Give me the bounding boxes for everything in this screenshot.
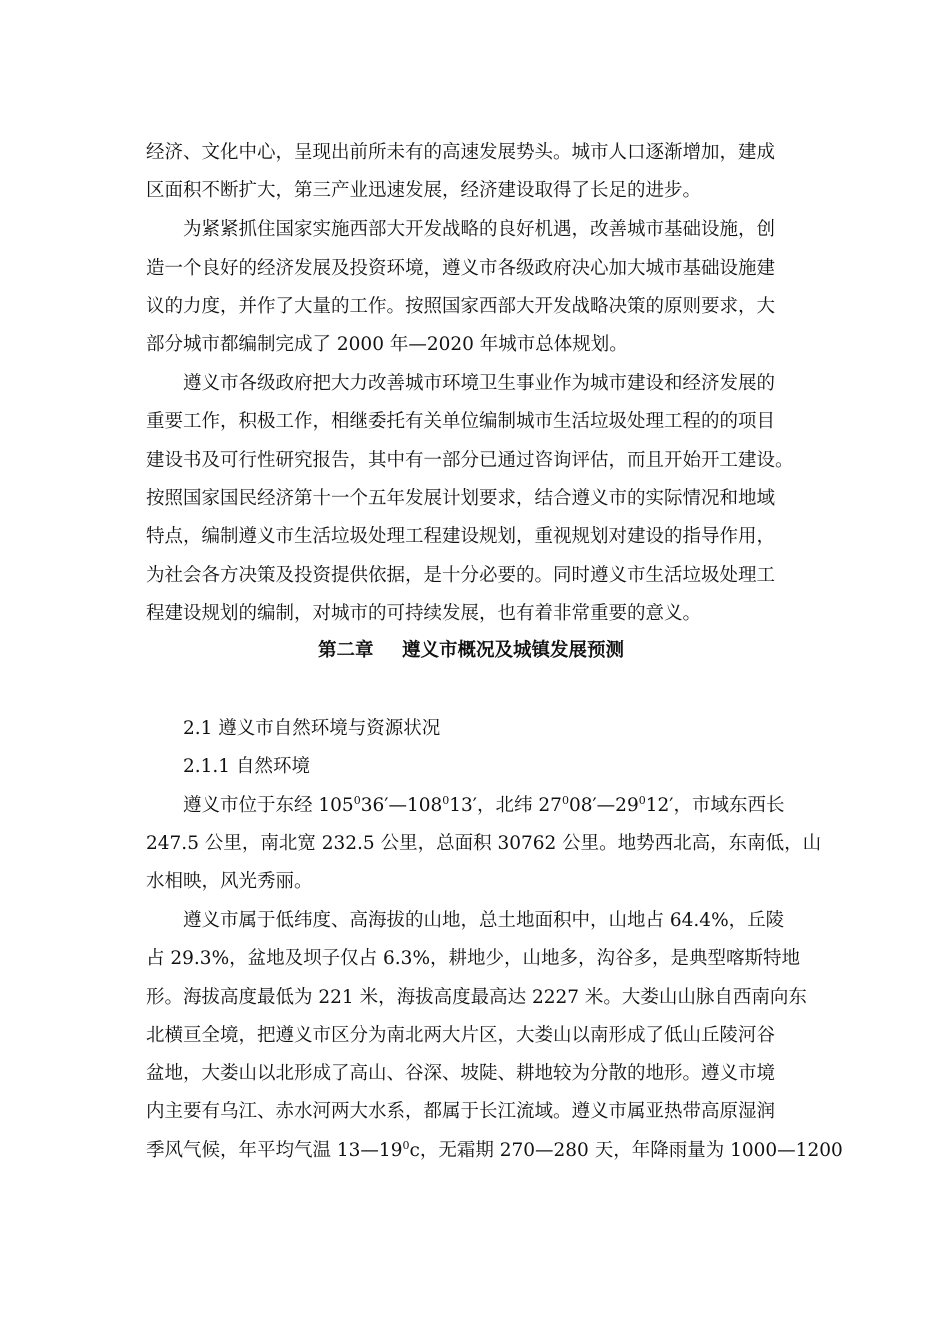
paragraph-line (0, 561, 950, 591)
text-run: 12′，市域东西长 (645, 795, 785, 816)
text-line: 盆地，大娄山以北形成了高山、谷深、坡陡、耕地较为分散的地形。遵义市境 (146, 1063, 776, 1084)
text-line: 水相映，风光秀丽。 (146, 871, 313, 892)
text-line: 议的力度，并作了大量的工作。按照国家西部大开发战略决策的原则要求，大 (146, 296, 776, 317)
text-line: 经济、文化中心，呈现出前所未有的高速发展势头。城市人口逐渐增加，建成 (146, 142, 776, 163)
paragraph-line (0, 522, 950, 552)
chapter-heading (0, 636, 950, 666)
text-line: 为紧紧抓住国家实施西部大开发战略的良好机遇，改善城市基础设施，创 (183, 219, 776, 240)
paragraph-line (0, 867, 950, 897)
text-run: 36′—108 (360, 795, 443, 816)
paragraph-line (0, 829, 950, 859)
paragraph-line (0, 1136, 950, 1166)
text-line: 区面积不断扩大，第三产业迅速发展，经济建设取得了长足的进步。 (146, 180, 702, 201)
text-line: 特点，编制遵义市生活垃圾处理工程建设规划，重视规划对建设的指导作用， (146, 526, 776, 547)
paragraph-line (0, 446, 950, 476)
text-run: 季风气候，年平均气温 13—19 (146, 1140, 403, 1161)
paragraph-line (0, 138, 950, 168)
text-line: 遵义市各级政府把大力改善城市环境卫生事业作为城市建设和经济发展的 (183, 373, 776, 394)
degree-sup: 0 (402, 1139, 410, 1152)
section-2-1-1: 2.1.1 自然环境 (183, 756, 310, 777)
text-line (146, 1136, 843, 1166)
text-line: 程建设规划的编制，对城市的可持续发展，也有着非常重要的意义。 (146, 603, 702, 624)
paragraph-line (0, 1097, 950, 1127)
paragraph-line (0, 407, 950, 437)
paragraph-line (0, 1021, 950, 1051)
text-line: 遵义市属于低纬度、高海拔的山地，总土地面积中，山地占 64.4%，丘陵 (183, 910, 785, 931)
paragraph-line (0, 369, 950, 399)
text-line: 内主要有乌江、赤水河两大水系，都属于长江流域。遵义市属亚热带高原湿润 (146, 1101, 776, 1122)
paragraph-line (0, 944, 950, 974)
text-line: 按照国家国民经济第十一个五年发展计划要求，结合遵义市的实际情况和地域 (146, 488, 776, 509)
text-line: 部分城市都编制完成了 2000 年—2020 年城市总体规划。 (146, 334, 628, 355)
paragraph-line (0, 176, 950, 206)
text-line: 247.5 公里，南北宽 232.5 公里，总面积 30762 公里。地势西北高，东南低，山 (146, 833, 822, 854)
section-2-1: 2.1 遵义市自然环境与资源状况 (183, 718, 441, 739)
paragraph-line (0, 906, 950, 936)
text-line: 为社会各方决策及投资提供依据，是十分必要的。同时遵义市生活垃圾处理工 (146, 565, 776, 586)
chapter-number: 第二章 (318, 640, 374, 661)
text-line: 形。海拔高度最低为 221 米，海拔高度最高达 2227 米。大娄山山脉自西南向东 (146, 987, 807, 1008)
paragraph-line (0, 1059, 950, 1089)
paragraph-line (0, 254, 950, 284)
paragraph-line (0, 292, 950, 322)
text-run: 遵义市位于东经 105 (183, 795, 354, 816)
paragraph-line (0, 983, 950, 1013)
section-heading (0, 714, 950, 744)
text-line: 重要工作，积极工作，相继委托有关单位编制城市生活垃圾处理工程的的项目 (146, 411, 776, 432)
chapter-title: 遵义市概况及城镇发展预测 (402, 640, 625, 661)
degree-sup: 0 (353, 794, 361, 807)
paragraph-line (0, 791, 950, 821)
text-line: 占 29.3%，盆地及坝子仅占 6.3%，耕地少，山地多，沟谷多，是典型喀斯特地 (146, 948, 801, 969)
degree-sup: 0 (561, 794, 569, 807)
paragraph-line (0, 599, 950, 629)
text-line: 建设书及可行性研究报告，其中有一部分已通过咨询评估，而且开始开工建设。 (146, 450, 794, 471)
degree-sup: 0 (638, 794, 646, 807)
text-line (183, 791, 784, 821)
paragraph-line (0, 215, 950, 245)
text-line: 造一个良好的经济发展及投资环境，遵义市各级政府决心加大城市基础设施建 (146, 258, 776, 279)
text-run: 13′，北纬 27 (449, 795, 562, 816)
text-line: 北横亘全境，把遵义市区分为南北两大片区，大娄山以南形成了低山丘陵河谷 (146, 1025, 776, 1046)
paragraph-line (0, 484, 950, 514)
text-run: c，无霜期 270—280 天，年降雨量为 1000—1200 (409, 1140, 843, 1161)
section-heading (0, 752, 950, 782)
text-run: 08′—29 (568, 795, 639, 816)
degree-sup: 0 (442, 794, 450, 807)
paragraph-line (0, 330, 950, 360)
